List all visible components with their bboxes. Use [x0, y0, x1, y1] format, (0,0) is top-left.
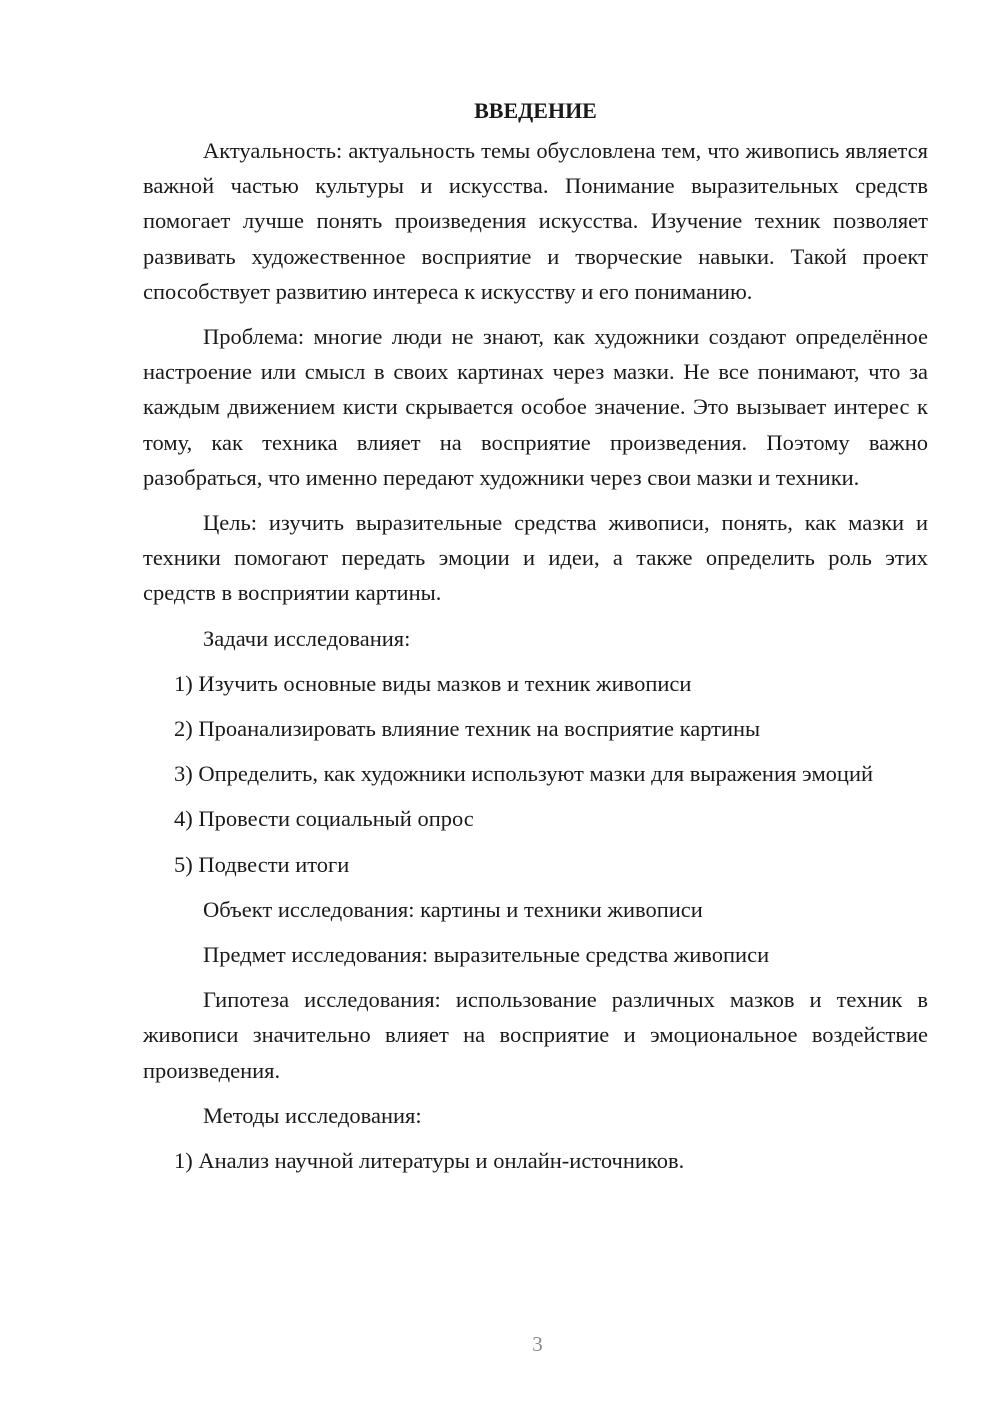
page-body	[143, 93, 928, 1178]
task-list-item: 3) Определить, как художники используют мазки для выражения эмоций	[174, 761, 874, 787]
task-list-item: 5) Подвести итоги	[174, 851, 350, 877]
paragraph-hypothesis: Гипотеза исследования: использование различных мазков и техник в живописи значительно влияет на восприятие и эмоциональное воздействие произведения.	[143, 987, 928, 1083]
paragraph-object: Объект исследования: картины и техники живописи	[203, 896, 703, 922]
paragraph-goal: Цель: изучить выразительные средства живописи, понять, как мазки и техники помогают передать эмоции и идеи, а также определить роль этих средств в восприятии картины.	[143, 510, 928, 606]
method-list-item: 1) Анализ научной литературы и онлайн-источников.	[174, 1148, 685, 1174]
paragraph-problem: Проблема: многие люди не знают, как художники создают определённое настроение или смысл в своих картинах через мазки. Не все понимают, что за каждым движением кисти скрывается особое значение. Это вызывает интерес к тому, как техника влияет на восприятие произведения. Поэтому важно разобраться, что именно передают художники через свои мазки и техники.	[143, 324, 928, 490]
tasks-heading: Задачи исследования:	[203, 625, 411, 651]
paragraph-relevance: Актуальность: актуальность темы обусловлена тем, что живопись является важной частью культуры и искусства. Понимание выразительных средств помогает лучше понять произведения искусства. Изучение техник позволяет развивать художественное восприятие и творческие навыки. Такой проект способствует развитию интереса к искусству и его пониманию.	[143, 138, 928, 304]
methods-heading: Методы исследования:	[203, 1102, 422, 1128]
task-list-item: 2) Проанализировать влияние техник на восприятие картины	[174, 716, 761, 742]
page-number: 3	[532, 1332, 543, 1356]
paragraph-subject: Предмет исследования: выразительные средства живописи	[203, 942, 770, 968]
task-list-item: 1) Изучить основные виды мазков и техник живописи	[174, 670, 692, 696]
task-list-item: 4) Провести социальный опрос	[174, 806, 474, 832]
page-title: ВВЕДЕНИЕ	[474, 98, 597, 123]
